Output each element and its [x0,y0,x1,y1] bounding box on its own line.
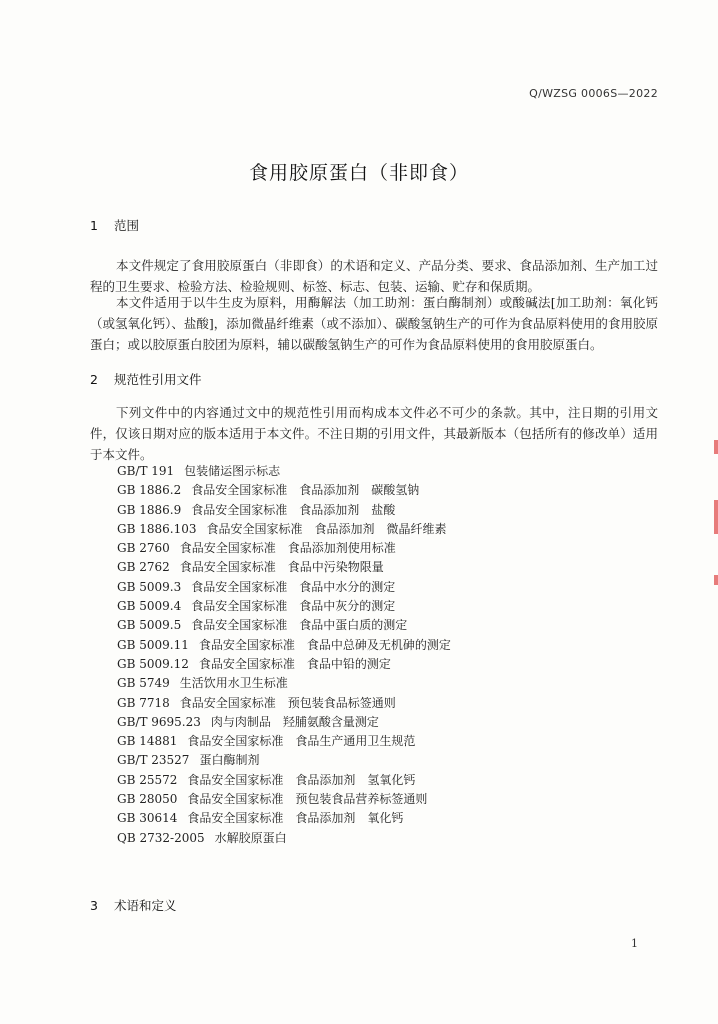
reference-item [117,539,451,558]
reference-code: GB/T 191 [117,464,175,478]
reference-item [117,732,451,751]
reference-code: GB 1886.2 [117,483,182,498]
section-number: 2 [90,372,98,387]
reference-item [117,655,451,674]
reference-item [117,597,451,616]
reference-title: 食品安全国家标准 食品中污染物限量 [179,560,384,575]
reference-item [117,616,451,635]
reference-code: GB 5009.11 [117,637,189,652]
reference-title: 食品安全国家标准 预包装食品标签通则 [179,695,396,710]
reference-code: QB 2732-2005 [117,830,205,845]
reference-code: GB 25572 [117,772,178,787]
reference-code: GB 14881 [117,734,178,749]
reference-title: 食品安全国家标准 食品添加剂 碳酸氢钠 [191,483,420,498]
page-number: 1 [631,937,638,950]
reference-title: 包装储运图示标志 [184,464,281,478]
reference-code: GB/T 9695.23 [117,714,201,729]
document-title: 食用胶原蛋白（非即食） [248,162,469,184]
reference-title: 食品安全国家标准 食品中水分的测定 [191,579,396,594]
reference-item [117,558,451,577]
references-intro: 下列文件中的内容通过文中的规范性引用而构成本文件必不可少的条款。其中，注日期的引用文件，仅该日期对应的版本适用于本文件。不注日期的引用文件，其最新版本（包括所有的修改单）适用于本文件。 [90,405,658,462]
section-title: 范围 [114,218,140,233]
reference-list [117,462,451,848]
reference-item [117,694,451,713]
scan-edge-mark [714,575,718,585]
reference-item [117,462,451,481]
reference-title: 食品安全国家标准 食品添加剂使用标准 [179,541,396,556]
reference-title: 食品安全国家标准 食品中蛋白质的测定 [191,618,408,633]
reference-item [117,751,451,770]
section-number: 3 [90,898,98,913]
reference-code: GB 30614 [117,811,178,826]
scan-edge-mark [714,440,718,454]
reference-title: 蛋白酶制剂 [199,753,260,768]
section-1-heading [90,216,139,234]
scope-paragraph-2: 本文件适用于以牛生皮为原料，用酶解法（加工助剂：蛋白酶制剂）或酸碱法[加工助剂：氧化钙（或氢氧化钙）、盐酸]，添加微晶纤维素（或不添加）、碳酸氢钠生产的可作为食品原料使用的食用胶原蛋白；或以胶原蛋白胶团为原料，辅以碳酸氢钠生产的可作为食品原料使用的食用胶原蛋白。 [90,295,658,352]
reference-item [117,713,451,732]
reference-code: GB 7718 [117,695,170,710]
standard-code: Q/WZSG 0006S—2022 [529,87,658,100]
scan-edge-mark [714,500,718,534]
reference-code: GB 5009.12 [117,656,189,671]
reference-title: 食品安全国家标准 食品中灰分的测定 [191,599,396,614]
reference-item [117,481,451,500]
reference-item [117,674,451,693]
reference-item [117,636,451,655]
reference-title: 水解胶原蛋白 [214,830,287,845]
section-title: 术语和定义 [114,898,177,913]
reference-code: GB 5009.5 [117,618,182,633]
reference-title: 食品安全国家标准 食品添加剂 氧化钙 [187,811,404,826]
reference-code: GB 1886.9 [117,502,182,517]
reference-code: GB 28050 [117,792,178,807]
reference-title: 食品安全国家标准 食品中总砷及无机砷的测定 [198,637,451,652]
reference-code: GB 2762 [117,560,170,575]
reference-item [117,771,451,790]
reference-title: 食品安全国家标准 食品添加剂 微晶纤维素 [206,521,447,536]
section-2-heading [90,370,202,388]
reference-code: GB 5749 [117,676,170,691]
reference-item [117,520,451,539]
reference-code: GB/T 23527 [117,753,190,768]
section-3-heading [90,896,177,914]
scope-paragraph-1: 本文件规定了食用胶原蛋白（非即食）的术语和定义、产品分类、要求、食品添加剂、生产加工过程的卫生要求、检验方法、检验规则、标签、标志、包装、运输、贮存和保质期。 [90,258,658,294]
section-number: 1 [90,218,98,233]
reference-item [117,790,451,809]
reference-title: 食品安全国家标准 预包装食品营养标签通则 [187,792,428,807]
reference-code: GB 1886.103 [117,521,197,536]
section-title: 规范性引用文件 [114,372,202,387]
reference-title: 食品安全国家标准 食品添加剂 盐酸 [191,502,396,517]
reference-title: 肉与肉制品 羟脯氨酸含量测定 [210,714,379,729]
reference-code: GB 5009.4 [117,599,182,614]
reference-item [117,578,451,597]
reference-title: 食品安全国家标准 食品添加剂 氢氧化钙 [187,772,416,787]
reference-code: GB 2760 [117,541,170,556]
reference-title: 生活饮用水卫生标准 [179,676,288,691]
reference-code: GB 5009.3 [117,579,182,594]
reference-title: 食品安全国家标准 食品生产通用卫生规范 [187,734,416,749]
reference-item [117,809,451,828]
reference-item [117,501,451,520]
reference-title: 食品安全国家标准 食品中铅的测定 [198,656,391,671]
reference-item [117,829,451,848]
